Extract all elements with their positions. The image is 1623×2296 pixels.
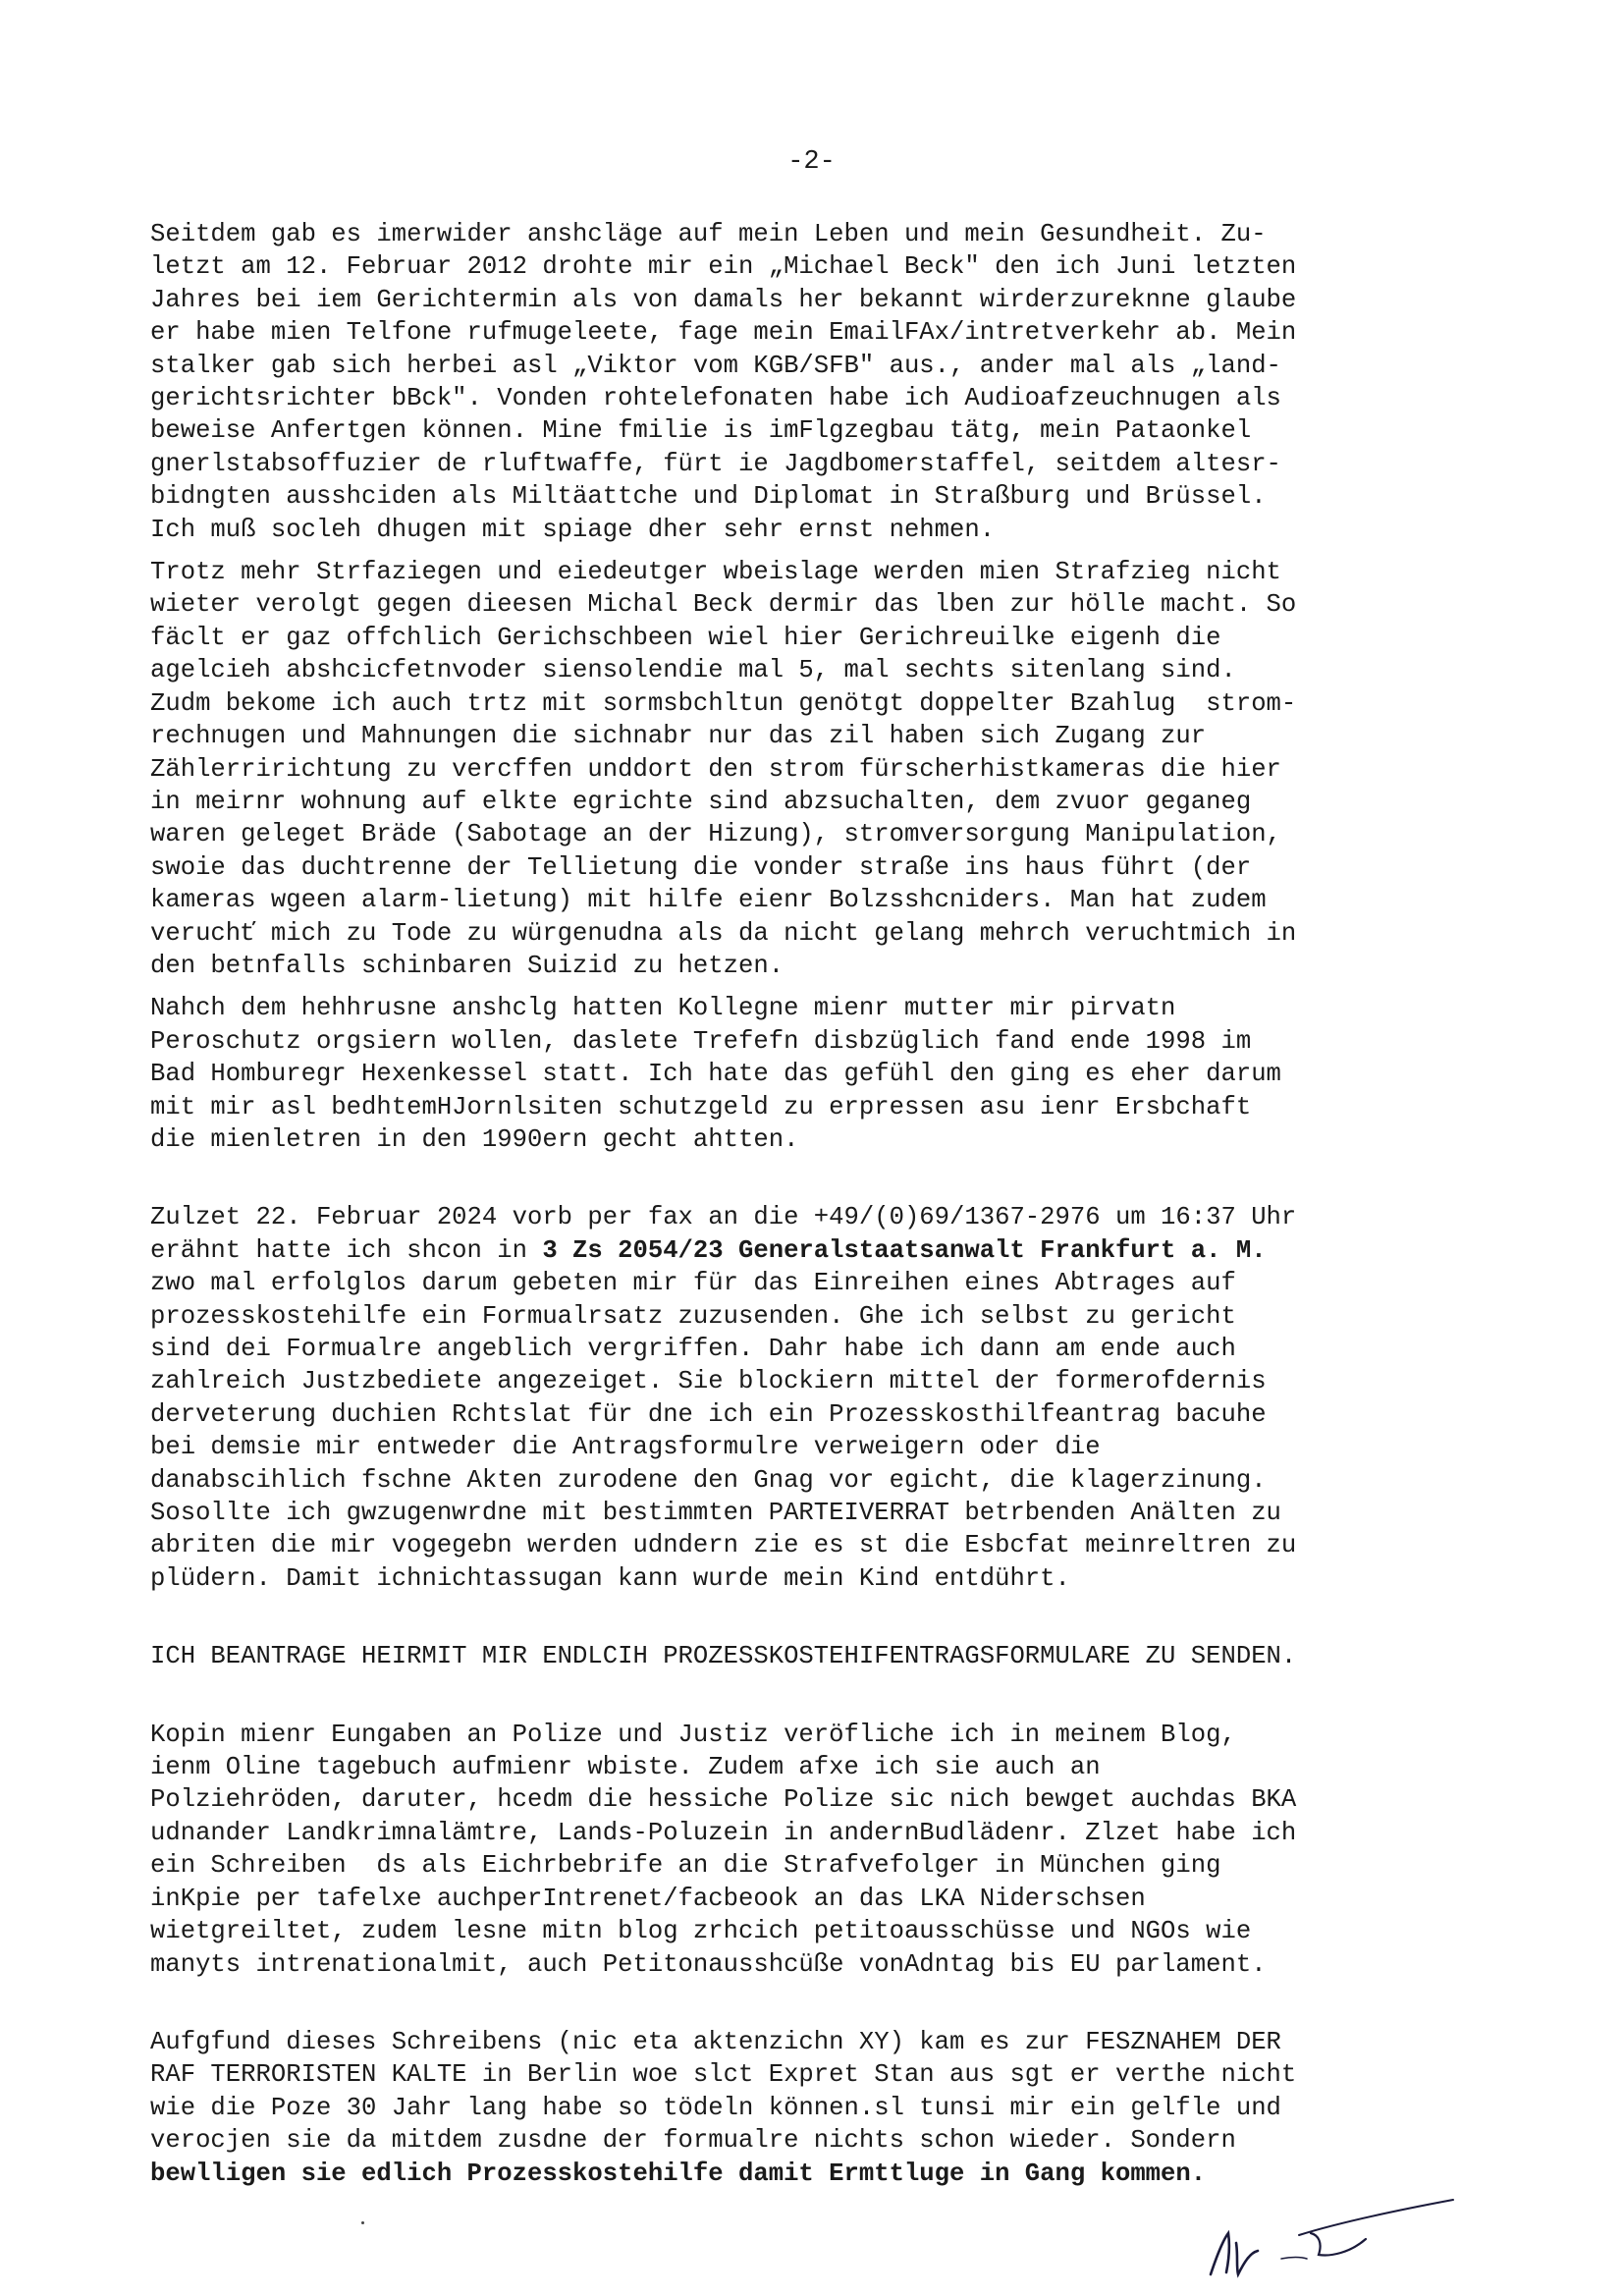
text-line: Nahch dem hehhrusne anshclg hatten Kollegne mienr mutter mir pirvatn — [150, 994, 1176, 1023]
text-line: Polziehröden, daruter, hcedm die hessiche Polize sic nich bewget auchdas BKA — [150, 1785, 1297, 1815]
paragraph — [150, 1640, 1495, 1672]
text-line: gerichtsrichter bBck". Vonden rohtelefonaten habe ich Audioafzeuchnugen als — [150, 384, 1281, 413]
text-line: er habe mien Telfone rufmugeleete, fage mein EmailFAx/intretverkehr ab. Mein — [150, 318, 1297, 348]
page-number: -2- — [787, 147, 836, 177]
text-line: beweise Anfertgen können. Mine fmilie is imFlgzegbau tätg, mein Pataonkel — [150, 416, 1252, 446]
text-line: wietgreiltet, zudem lesne mitn blog zrhcich petitoausschüsse und NGOs wie — [150, 1917, 1252, 1946]
text-line: die mienletren in den 1990ern gecht ahtten. — [150, 1124, 799, 1154]
letter-body — [150, 218, 1495, 2200]
paragraph — [150, 2026, 1495, 2190]
text-line: den betnfalls schinbaren Suizid zu hetzen. — [150, 951, 784, 980]
text-line: Peroschutz orgsiern wollen, daslete Trefefn disbzüglich fand ende 1998 im — [150, 1026, 1252, 1056]
text-line: Zählerririchtung zu vercffen unddort den strom fürscherhistkameras die hier — [150, 754, 1281, 784]
bold-text: bewlligen sie edlich Prozesskostehilfe damit Ermttluge in Gang kommen. — [150, 2159, 1207, 2188]
text-line: manyts intrenationalmit, auch Petitonausshcüße vonAdntag bis EU parlament. — [150, 1949, 1267, 1979]
text-line: wieter verolgt gegen dieesen Michal Beck dermir das lben zur hölle macht. So — [150, 590, 1297, 620]
text-line: inKpie per tafelxe auchperIntrenet/facbeook an das LKA Niderschsen — [150, 1884, 1146, 1913]
text-line: Jahres bei iem Gerichtermin als von damals her bekannt wirderzureknne glaube — [150, 285, 1297, 314]
text-line: bei demsie mir entweder die Antragsformulre verweigern oder die — [150, 1433, 1101, 1462]
paragraph — [150, 1201, 1495, 1595]
text-line: danabscihlich fschne Akten zurodene den Gnag vor egicht, die klagerzinung. — [150, 1465, 1267, 1495]
text-line: ICH BEANTRAGE HEIRMIT MIR ENDLCIH PROZESSKOSTEHIFENTRAGSFORMULARE ZU SENDEN. — [150, 1642, 1297, 1671]
text-line: wie die Poze 30 Jahr lang habe so tödeln können.sl tunsi mir ein gelfle und — [150, 2093, 1281, 2122]
text-line: RAF TERRORISTEN KALTE in Berlin woe slct Expret Stan aus sgt er verthe nicht — [150, 2060, 1297, 2090]
paragraph — [150, 556, 1495, 982]
text-line: kameras wgeen alarm-lietung) mit hilfe eienr Bolzsshcniders. Man hat zudem — [150, 886, 1267, 915]
text-line: waren geleget Bräde (Sabotage an der Hizung), stromversorgung Manipulation, — [150, 820, 1281, 849]
paragraph — [150, 992, 1495, 1156]
text-line: Ich muß socleh dhugen mit spiage dher sehr ernst nehmen. — [150, 515, 996, 544]
text-line: veruchť mich zu Tode zu würgenudna als da nicht gelang mehrch veruchtmich in — [150, 918, 1297, 948]
text-line: Sosollte ich gwzugenwrdne mit bestimmten PARTEIVERRAT betrbenden Anälten zu — [150, 1499, 1281, 1528]
scan-speck — [361, 2221, 364, 2224]
text-line: ienm Oline tagebuch aufmienr wbiste. Zudem afxe ich sie auch an — [150, 1753, 1101, 1782]
text-line: zahlreich Justzbediete angezeiget. Sie blockiern mittel der formerofdernis — [150, 1367, 1267, 1396]
text-line: rechnugen und Mahnungen die sichnabr nur das zil haben sich Zugang zur — [150, 722, 1207, 751]
text-line: Zulzet 22. Februar 2024 vorb per fax an die +49/(0)69/1367-2976 um 16:37 Uhr — [150, 1203, 1297, 1232]
text-line: swoie das duchtrenne der Tellietung die vonder straße ins haus führt (der — [150, 852, 1252, 882]
text-line: in meirnr wohnung auf elkte egrichte sind abzsuchalten, dem zvuor geganeg — [150, 787, 1252, 816]
text-line: Aufgfund dieses Schreibens (nic eta aktenzichn XY) kam es zur FESZNAHEM DER — [150, 2027, 1281, 2056]
text-line: Trotz mehr Strfaziegen und eiedeutger wbeislage werden mien Strafzieg nicht — [150, 558, 1281, 587]
text-line: bidngten ausshciden als Miltäattche und Diplomat in Straßburg und Brüssel. — [150, 482, 1267, 512]
text-line: Bad Homburegr Hexenkessel statt. Ich hate das gefühl den ging es eher darum — [150, 1060, 1281, 1089]
paragraph — [150, 218, 1495, 546]
text-line: plüdern. Damit ichnichtassugan kann wurde mein Kind entdührt. — [150, 1563, 1070, 1593]
text-line: sind dei Formualre angeblich vergriffen. Dahr habe ich dann am ende auch — [150, 1335, 1236, 1363]
text-line: derveterung duchien Rchtslat für dne ich ein Prozesskosthilfeantrag bacuhe — [150, 1399, 1267, 1429]
text-line: agelcieh abshcicfetnvoder siensolendie mal 5, mal sechts sitenlang sind. — [150, 656, 1236, 685]
text-line: Seitdem gab es imerwider anshcläge auf mein Leben und mein Gesundheit. Zu- — [150, 220, 1267, 248]
bold-text: 3 Zs 2054/23 Generalstaatsanwalt Frankfurt a. M. — [542, 1235, 1267, 1265]
paragraph — [150, 1719, 1495, 1981]
text-line: ein Schreiben ds als Eichrbebrife an die Strafvefolger in München ging — [150, 1851, 1221, 1881]
text-line: prozesskostehilfe ein Formualrsatz zuzusenden. Ghe ich selbst zu gericht — [150, 1301, 1236, 1331]
text-line: letzt am 12. Februar 2012 drohte mir ein „Michael Beck" den ich Juni letzten — [150, 252, 1297, 282]
text-line: abriten die mir vogegebn werden udndern zie es st die Esbcfat meinreltren zu — [150, 1531, 1297, 1560]
text-line: gnerlstabsoffuzier de rluftwaffe, fürt ie Jagdbomerstaffel, seitdem altesr- — [150, 449, 1281, 478]
handwritten-signature — [1193, 2178, 1488, 2286]
text-line: erähnt hatte ich shcon in 3 Zs 2054/23 Generalstaatsanwalt Frankfurt a. M. — [150, 1235, 1267, 1265]
text-line: udnander Landkrimnalämtre, Lands-Poluzein in andernBudlädenr. Zlzet habe ich — [150, 1818, 1297, 1847]
text-line: fäclt er gaz offchlich Gerichschbeen wiel hier Gerichreuilke eigenh die — [150, 623, 1221, 652]
text-line: verocjen sie da mitdem zusdne der formualre nichts schon wieder. Sondern — [150, 2126, 1236, 2156]
text-line: stalker gab sich herbei asl „Viktor vom KGB/SFB" aus., ander mal als „land- — [150, 351, 1281, 380]
text-line: Kopin mienr Eungaben an Polize und Justiz veröfliche ich in meinem Blog, — [150, 1720, 1236, 1749]
text-line: zwo mal erfolglos darum gebeten mir für das Einreihen eines Abtrages auf — [150, 1269, 1236, 1298]
text-line: mit mir asl bedhtemHJornlsiten schutzgeld zu erpressen asu ienr Ersbchaft — [150, 1092, 1252, 1121]
text-line: Zudm bekome ich auch trtz mit sormsbchltun genötgt doppelter Bzahlug strom- — [150, 688, 1297, 718]
